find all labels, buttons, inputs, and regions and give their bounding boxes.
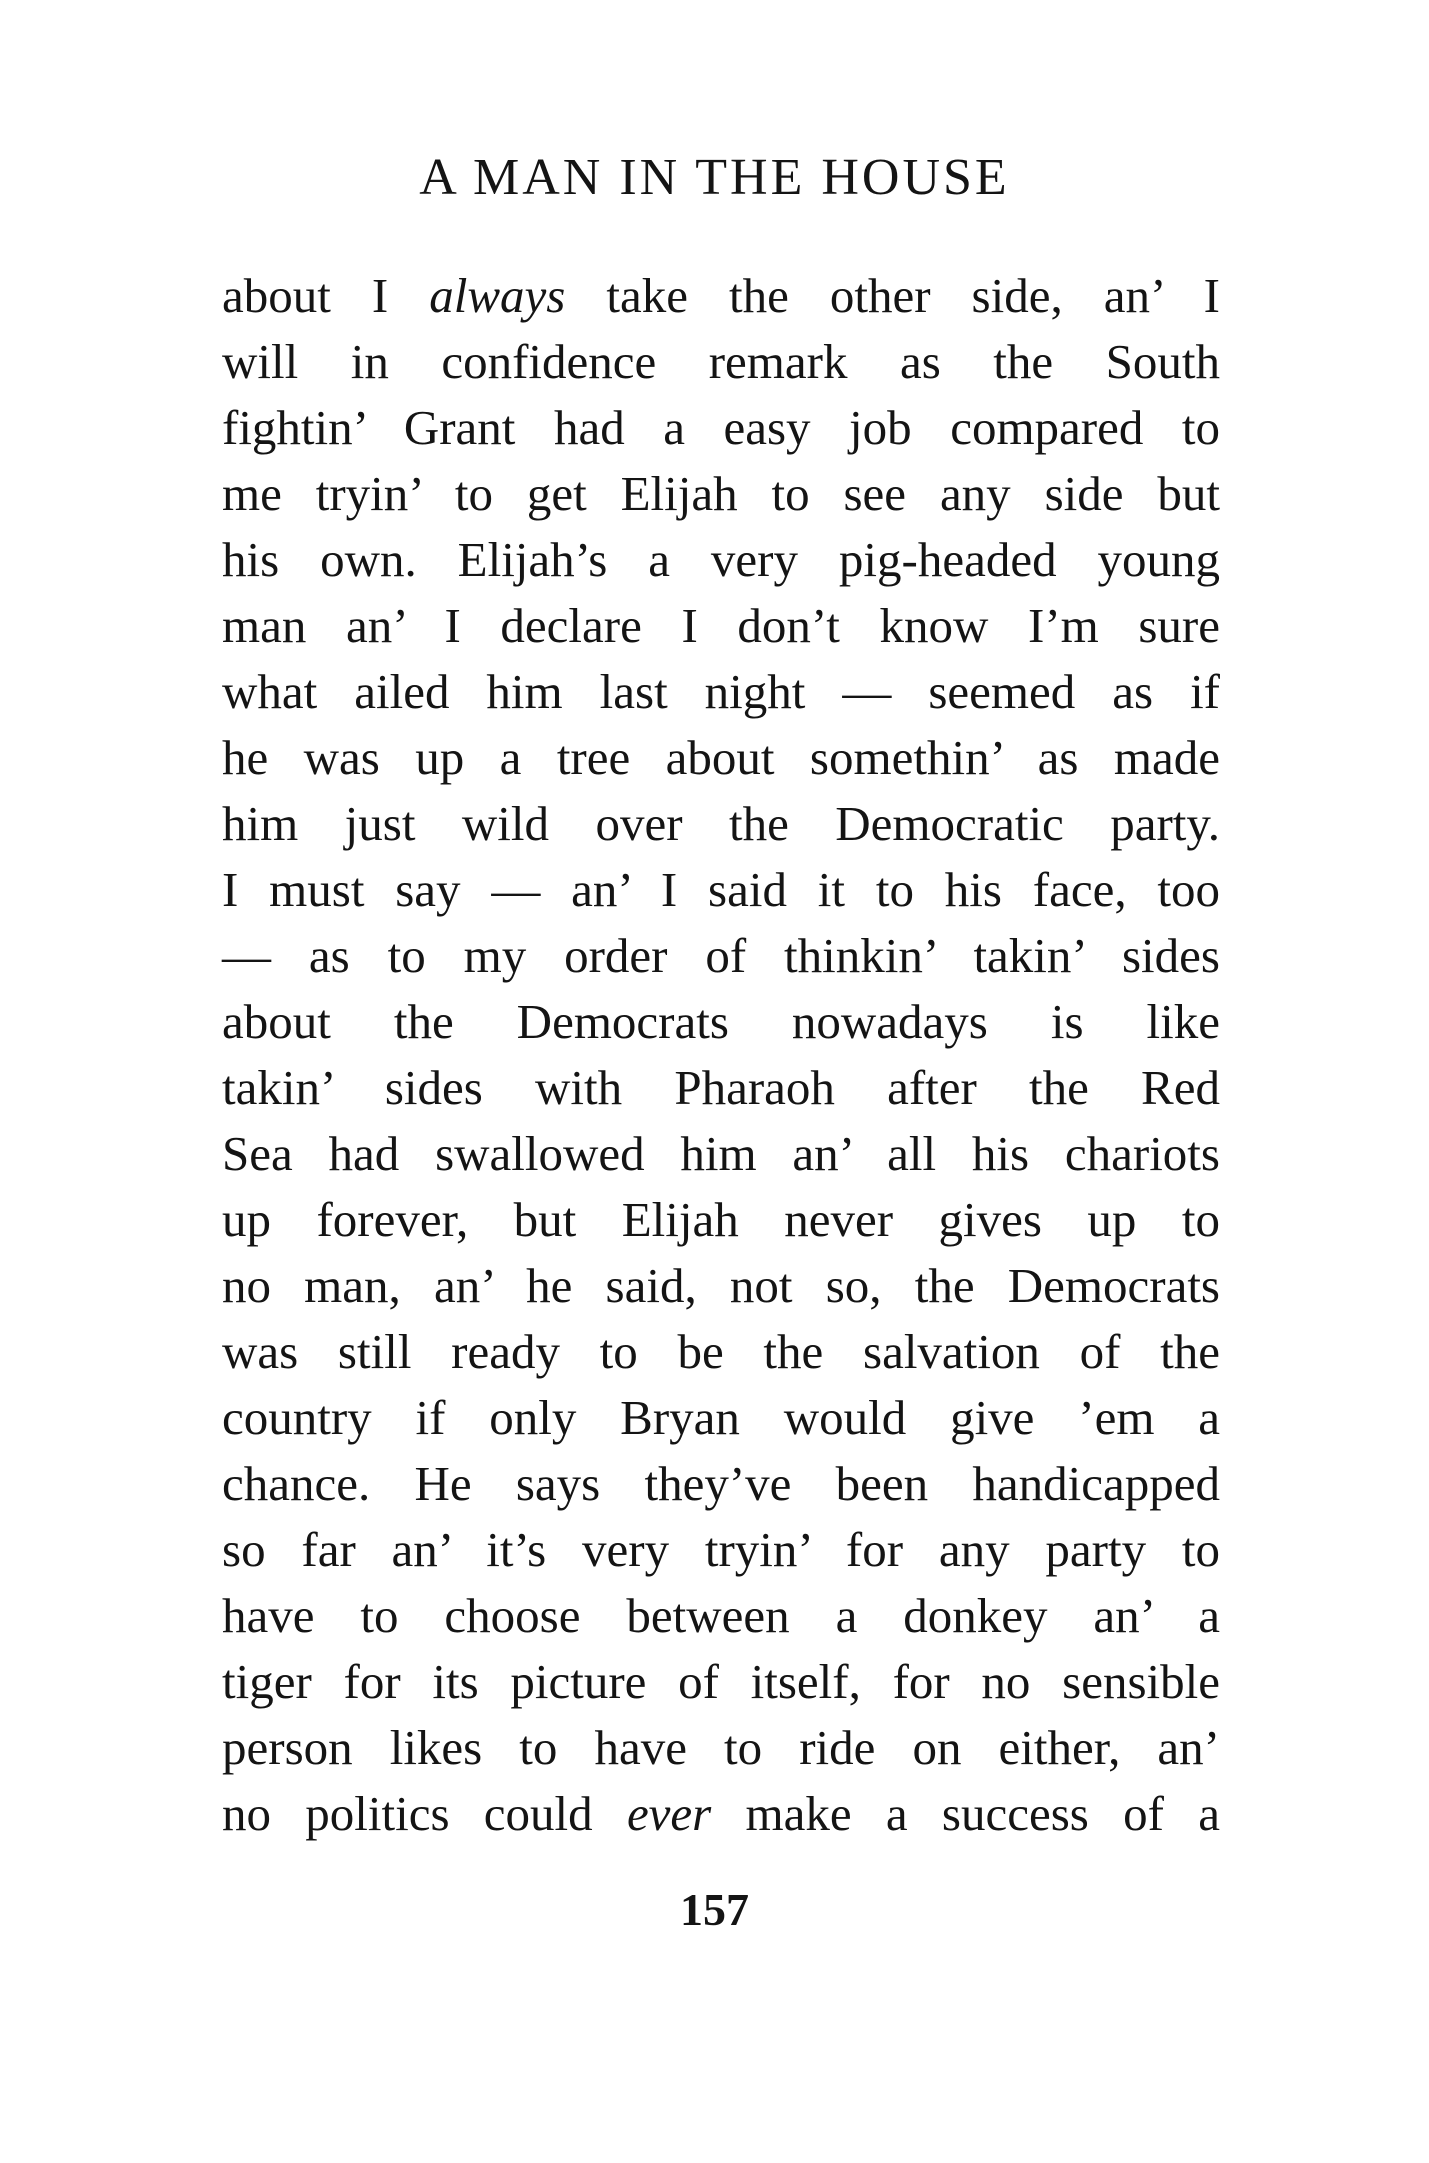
text-line: about the Democrats nowadays is like [222, 994, 1220, 1049]
page-number: 157 [680, 1884, 749, 1935]
text-line: up forever, but Elijah never gives up to [222, 1192, 1220, 1247]
text-line: tiger for its picture of itself, for no sensible [222, 1654, 1220, 1709]
text-line: no politics could ever make a success of a [222, 1786, 1220, 1841]
text-line: fightin’ Grant had a easy job compared to [222, 400, 1220, 455]
text-line: — as to my order of thinkin’ takin’ sides [222, 928, 1220, 983]
text-line: I must say — an’ I said it to his face, too [222, 862, 1220, 917]
running-head: A MAN IN THE HOUSE [419, 149, 1010, 206]
emphasis: ever [626, 1786, 712, 1841]
text-line: will in confidence remark as the South [222, 334, 1220, 389]
text-line: what ailed him last night — seemed as if [222, 664, 1220, 719]
text-line: person likes to have to ride on either, an’ [222, 1720, 1220, 1775]
text-line: him just wild over the Democratic party. [222, 796, 1220, 851]
emphasis: always [429, 268, 566, 323]
text-line: his own. Elijah’s a very pig-headed young [222, 532, 1220, 587]
text-line: me tryin’ to get Elijah to see any side but [222, 466, 1220, 521]
body-text [222, 263, 1220, 1847]
text-line: chance. He says they’ve been handicapped [222, 1456, 1220, 1511]
text-line: Sea had swallowed him an’ all his chariots [222, 1126, 1220, 1181]
text-line: man an’ I declare I don’t know I’m sure [222, 598, 1220, 653]
text-line: about I always take the other side, an’ I [222, 268, 1220, 323]
text-line: have to choose between a donkey an’ a [222, 1588, 1220, 1643]
text-line: no man, an’ he said, not so, the Democrats [222, 1258, 1220, 1313]
text-line: country if only Bryan would give ’em a [222, 1390, 1220, 1445]
text-line: he was up a tree about somethin’ as made [222, 730, 1220, 785]
text-line: takin’ sides with Pharaoh after the Red [222, 1060, 1220, 1115]
text-line: so far an’ it’s very tryin’ for any party to [222, 1522, 1220, 1577]
text-line: was still ready to be the salvation of the [222, 1324, 1220, 1379]
